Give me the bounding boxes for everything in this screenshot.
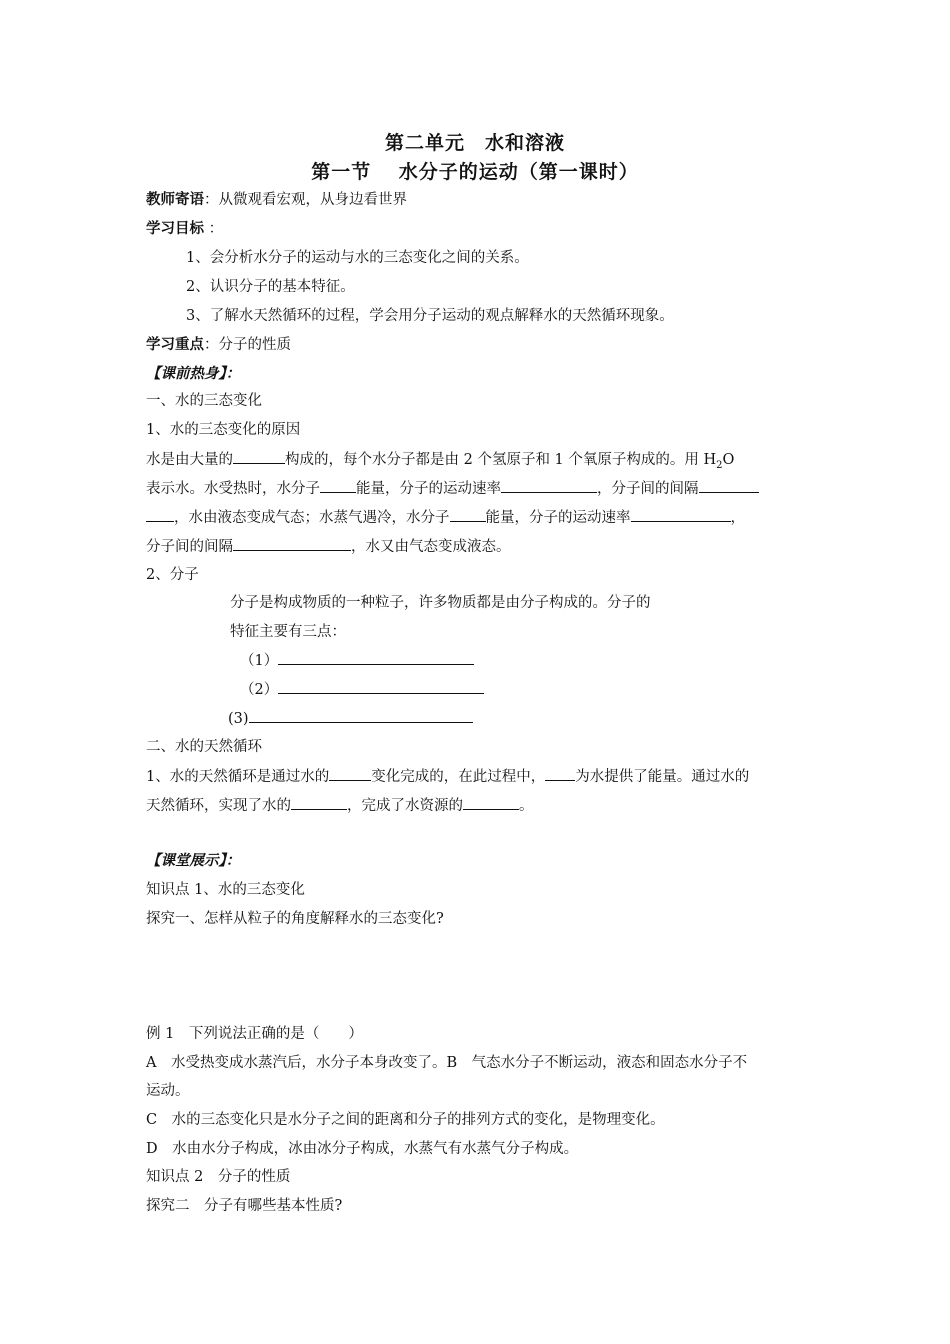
fill-blank[interactable] [501, 478, 597, 493]
warmup-heading: 【课前热身】： [146, 366, 241, 382]
text-segment: 为水提供了能量。通过水的 [575, 769, 750, 785]
objective-item: 3、了解水天然循环的过程，学会用分子运动的观点解释水的天然循环现象。 [186, 308, 674, 324]
section-title: 第一节 水分子的运动（第一课时） [311, 161, 639, 183]
text-segment: ， [730, 510, 745, 526]
objectives-heading [146, 219, 223, 239]
fill-blank[interactable] [545, 766, 575, 781]
text-segment: 。 [519, 798, 534, 814]
sub2-title: 2、分子 [146, 567, 199, 583]
paragraph-line [146, 449, 734, 476]
inquiry-1: 探究一、怎样从粒子的角度解释水的三态变化? [146, 911, 444, 927]
fill-blank[interactable] [233, 449, 285, 464]
inquiry-2: 探究二 分子有哪些基本性质? [146, 1198, 343, 1214]
text-segment: 天然循环，实现了水的 [146, 798, 291, 814]
knowledge-point-2: 知识点 2 分子的性质 [146, 1169, 291, 1185]
fill-blank[interactable] [699, 478, 759, 493]
subscript: 2 [716, 459, 723, 471]
objective-item: 1、会分析水分子的运动与水的三态变化之间的关系。 [186, 250, 529, 266]
feature-number: （2） [240, 682, 279, 698]
fill-blank[interactable] [278, 650, 474, 665]
fill-blank[interactable] [450, 507, 486, 522]
paragraph-line [146, 766, 749, 787]
feature-line [228, 708, 473, 729]
molecule-text: 分子是构成物质的一种粒子，许多物质都是由分子构成的。分子的 [230, 595, 651, 611]
teacher-message [146, 190, 407, 210]
objectives-label: 学习目标 [146, 221, 204, 237]
feature-line [240, 650, 474, 671]
text-segment: 能量，分子的运动速率 [356, 481, 501, 497]
fill-blank[interactable] [463, 795, 519, 810]
knowledge-point-1: 知识点 1、水的三态变化 [146, 882, 305, 898]
example-1: 例 1 下列说法正确的是（ ） [146, 1026, 363, 1042]
part2-title: 二、水的天然循环 [146, 739, 262, 755]
fill-blank[interactable] [320, 478, 356, 493]
sub1-title: 1、水的三态变化的原因 [146, 422, 301, 438]
text-segment: 1、水的天然循环是通过水的 [146, 769, 330, 785]
teacher-message-text: ：从微观看宏观，从身边看世界 [204, 192, 407, 208]
key-point-text: ：分子的性质 [204, 337, 291, 353]
text-segment: ，水又由气态变成液态。 [351, 539, 511, 555]
paragraph-line [146, 536, 511, 557]
objective-item: 2、认识分子的基本特征。 [186, 279, 355, 295]
paragraph-line [146, 507, 745, 528]
key-point [146, 335, 291, 355]
text-segment: 变化完成的，在此过程中， [371, 769, 546, 785]
text-segment: 分子间的间隔 [146, 539, 233, 555]
option-d: D 水由水分子构成，冰由冰分子构成，水蒸气有水蒸气分子构成。 [146, 1141, 579, 1157]
molecule-text: 特征主要有三点： [230, 624, 346, 640]
text-segment: O [722, 452, 735, 468]
paragraph-line [146, 478, 759, 499]
unit-title: 第二单元 水和溶液 [384, 132, 565, 154]
fill-blank[interactable] [631, 507, 731, 522]
text-segment: ，水由液态变成气态；水蒸气遇冷，水分子 [174, 510, 450, 526]
feature-number: （1） [240, 653, 279, 669]
classroom-heading: 【课堂展示】： [146, 853, 241, 869]
text-segment: 构成的，每个水分子都是由 2 个氢原子和 1 个氧原子构成的。用 H [285, 452, 717, 468]
feature-number: (3) [228, 711, 249, 727]
teacher-message-label: 教师寄语 [146, 192, 204, 208]
fill-blank[interactable] [249, 708, 473, 723]
option-a-cont: 运动。 [146, 1083, 190, 1099]
text-segment: 表示水。水受热时，水分子 [146, 481, 320, 497]
text-segment: ，分子间的间隔 [597, 481, 699, 497]
fill-blank[interactable] [146, 507, 174, 522]
option-a: A 水受热变成水蒸汽后，水分子本身改变了。B 气态水分子不断运动，液态和固态水分子不 [146, 1055, 748, 1071]
key-point-label: 学习重点 [146, 337, 204, 353]
text-segment: 水是由大量的 [146, 452, 233, 468]
fill-blank[interactable] [233, 536, 351, 551]
fill-blank[interactable] [278, 679, 484, 694]
fill-blank[interactable] [329, 766, 371, 781]
text-segment: 能量，分子的运动速率 [485, 510, 631, 526]
paragraph-line [146, 795, 534, 816]
option-c: C 水的三态变化只是水分子之间的距离和分子的排列方式的变化，是物理变化。 [146, 1112, 665, 1128]
text-segment: ，完成了水资源的 [347, 798, 463, 814]
fill-blank[interactable] [291, 795, 347, 810]
feature-line [240, 679, 484, 700]
part1-title: 一、水的三态变化 [146, 393, 262, 409]
objectives-suffix: ： [204, 221, 224, 237]
